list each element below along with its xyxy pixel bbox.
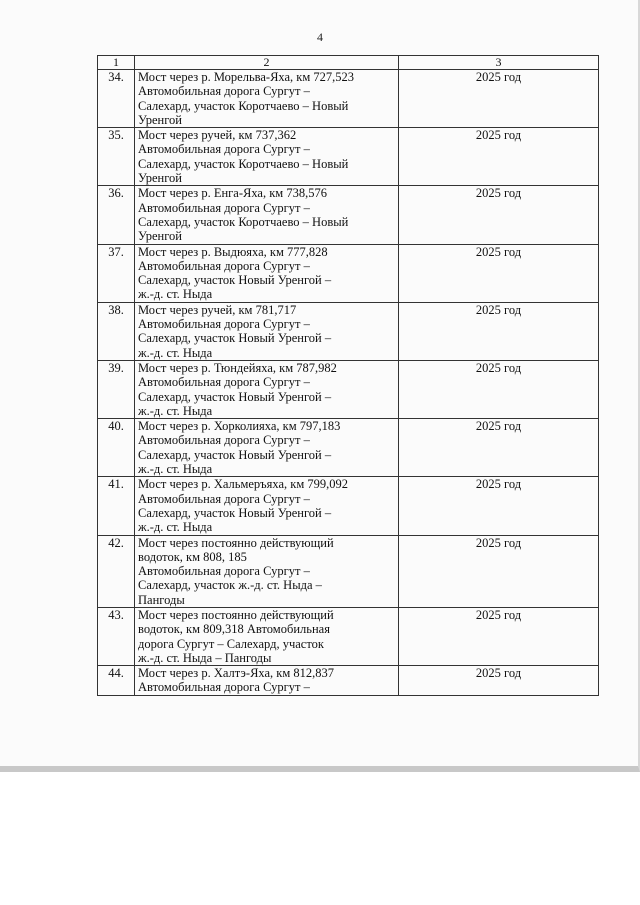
- description-line: дорога Сургут – Салехард, участок: [138, 636, 324, 651]
- description-line: Мост через р. Тюндейяха, км 787,982: [138, 360, 337, 375]
- object-description: [135, 128, 399, 186]
- description-line: Уренгой: [138, 112, 182, 127]
- row-number: 38.: [98, 302, 135, 360]
- table-row: [98, 477, 599, 535]
- bridges-table: [97, 55, 599, 696]
- completion-year: 2025 год: [399, 244, 599, 302]
- table-row: [98, 607, 599, 665]
- object-description: [135, 607, 399, 665]
- description-line: водоток, км 809,318 Автомобильная: [138, 622, 330, 637]
- description-line: водоток, км 808, 185: [138, 549, 247, 564]
- description-line: Мост через постоянно действующий: [138, 607, 334, 622]
- table-row: [98, 186, 599, 244]
- description-line: Автомобильная дорога Сургут –: [138, 142, 310, 157]
- row-number: 39.: [98, 360, 135, 418]
- completion-year: 2025 год: [399, 302, 599, 360]
- completion-year: 2025 год: [399, 477, 599, 535]
- description-line: Мост через ручей, км 781,717: [138, 302, 297, 317]
- row-number: 44.: [98, 666, 135, 696]
- table-row: [98, 128, 599, 186]
- description-line: Мост через р. Морельва-Яха, км 727,523: [138, 70, 355, 84]
- description-line: Автомобильная дорога Сургут –: [138, 680, 310, 695]
- description-line: Мост через р. Хальмеръяха, км 799,092: [138, 477, 349, 492]
- completion-year: 2025 год: [399, 666, 599, 696]
- description-line: Мост через р. Выдюяха, км 777,828: [138, 244, 328, 259]
- description-line: Салехард, участок Новый Уренгой –: [138, 389, 332, 404]
- table-row: [98, 70, 599, 128]
- description-line: Пангоды: [138, 592, 185, 607]
- table-header-row: [98, 56, 599, 70]
- description-line: ж.-д. ст. Ныда: [138, 345, 213, 360]
- description-line: Автомобильная дорога Сургут –: [138, 564, 310, 579]
- row-number: 40.: [98, 419, 135, 477]
- completion-year: 2025 год: [399, 535, 599, 607]
- description-line: Салехард, участок Новый Уренгой –: [138, 331, 332, 346]
- description-line: ж.-д. ст. Ныда: [138, 520, 213, 535]
- description-line: Салехард, участок Коротчаево – Новый: [138, 156, 349, 171]
- object-description: [135, 70, 399, 128]
- row-number: 37.: [98, 244, 135, 302]
- row-number: 42.: [98, 535, 135, 607]
- description-line: Салехард, участок ж.-д. ст. Ныда –: [138, 578, 322, 593]
- object-description: [135, 666, 399, 696]
- description-line: Автомобильная дорога Сургут –: [138, 433, 310, 448]
- row-number: 34.: [98, 70, 135, 128]
- row-number: 35.: [98, 128, 135, 186]
- table-row: [98, 360, 599, 418]
- completion-year: 2025 год: [399, 607, 599, 665]
- object-description: [135, 535, 399, 607]
- description-line: Уренгой: [138, 171, 182, 186]
- description-line: ж.-д. ст. Ныда: [138, 403, 213, 418]
- description-line: Автомобильная дорога Сургут –: [138, 258, 310, 273]
- description-line: Автомобильная дорога Сургут –: [138, 491, 310, 506]
- description-line: ж.-д. ст. Ныда: [138, 462, 213, 477]
- object-description: [135, 186, 399, 244]
- completion-year: 2025 год: [399, 70, 599, 128]
- completion-year: 2025 год: [399, 186, 599, 244]
- object-description: [135, 244, 399, 302]
- description-line: Автомобильная дорога Сургут –: [138, 84, 310, 99]
- completion-year: 2025 год: [399, 128, 599, 186]
- description-line: Мост через ручей, км 737,362: [138, 128, 297, 143]
- description-line: Мост через постоянно действующий: [138, 535, 334, 550]
- table-row: [98, 666, 599, 696]
- row-number: 41.: [98, 477, 135, 535]
- column-header-3: 3: [399, 56, 599, 70]
- row-number: 36.: [98, 186, 135, 244]
- column-header-1: 1: [98, 56, 135, 70]
- object-description: [135, 419, 399, 477]
- description-line: Салехард, участок Новый Уренгой –: [138, 273, 332, 288]
- description-line: Автомобильная дорога Сургут –: [138, 200, 310, 215]
- object-description: [135, 477, 399, 535]
- description-line: Салехард, участок Новый Уренгой –: [138, 505, 332, 520]
- description-line: Салехард, участок Новый Уренгой –: [138, 447, 332, 462]
- table-row: [98, 244, 599, 302]
- page-number: 4: [317, 30, 323, 44]
- completion-year: 2025 год: [399, 419, 599, 477]
- description-line: Уренгой: [138, 229, 182, 244]
- column-header-2: 2: [135, 56, 399, 70]
- description-line: ж.-д. ст. Ныда: [138, 287, 213, 302]
- object-description: [135, 302, 399, 360]
- description-line: Мост через р. Халтэ-Яха, км 812,837: [138, 666, 335, 681]
- description-line: Автомобильная дорога Сургут –: [138, 375, 310, 390]
- row-number: 43.: [98, 607, 135, 665]
- table-row: [98, 302, 599, 360]
- completion-year: 2025 год: [399, 360, 599, 418]
- description-line: Салехард, участок Коротчаево – Новый: [138, 98, 349, 113]
- description-line: Мост через р. Енга-Яха, км 738,576: [138, 186, 327, 201]
- description-line: ж.-д. ст. Ныда – Пангоды: [138, 650, 272, 665]
- table-row: [98, 535, 599, 607]
- description-line: Мост через р. Хорколияха, км 797,183: [138, 419, 341, 434]
- object-description: [135, 360, 399, 418]
- description-line: Автомобильная дорога Сургут –: [138, 317, 310, 332]
- table-row: [98, 419, 599, 477]
- description-line: Салехард, участок Коротчаево – Новый: [138, 214, 349, 229]
